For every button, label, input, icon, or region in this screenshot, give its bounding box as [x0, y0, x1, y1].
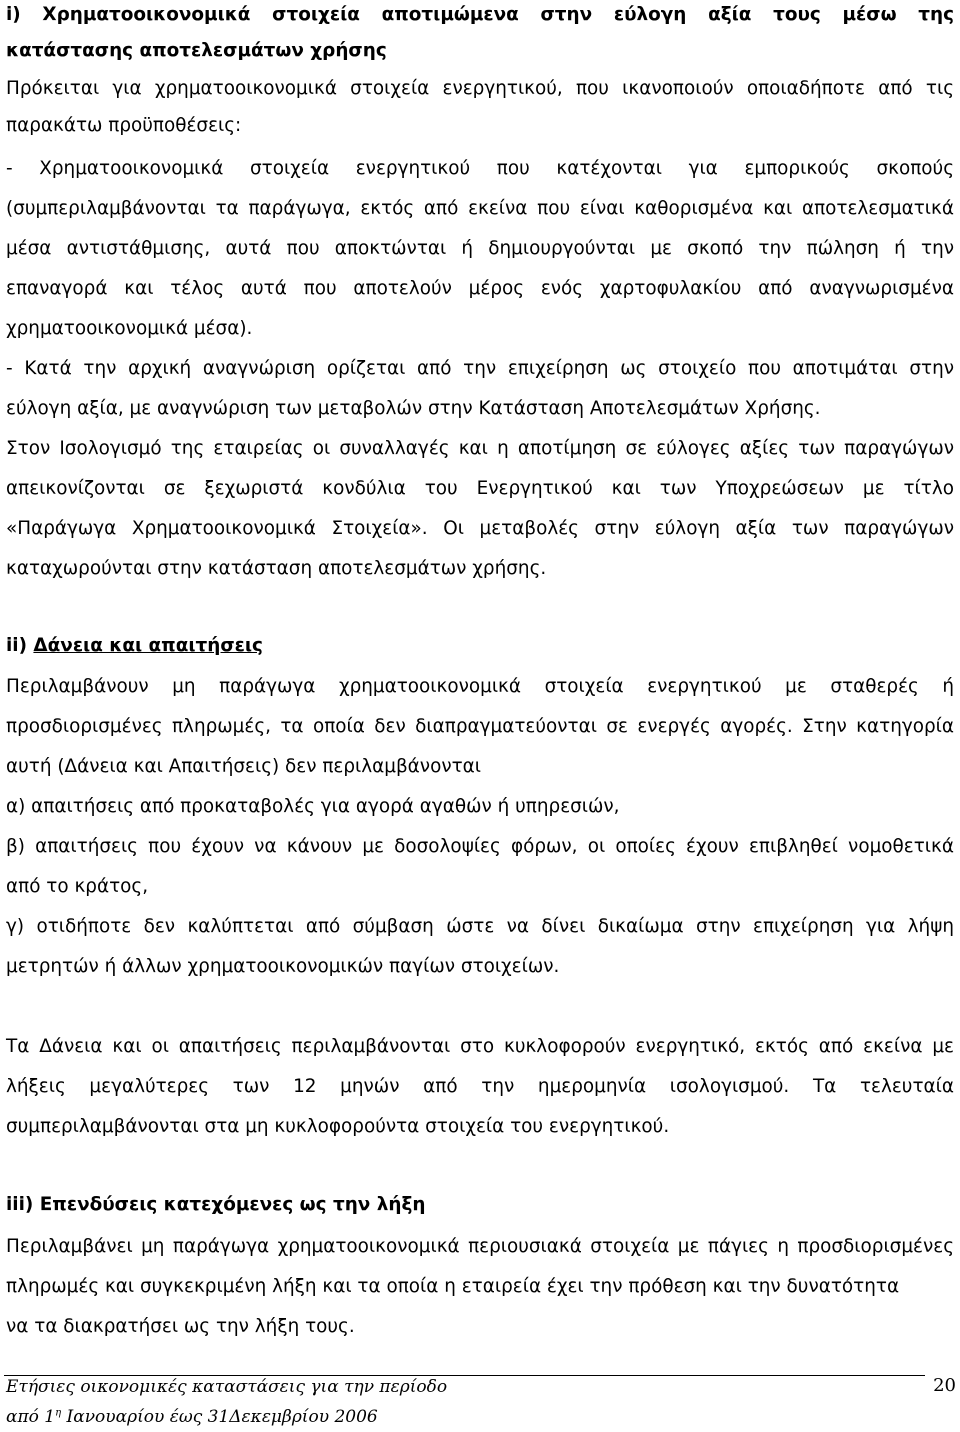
text-line: μετρητών ή άλλων χρηματοοικονομικών παγίων στοιχείων.	[6, 956, 560, 977]
text-line: Στον Ισολογισμό της εταιρείας οι συναλλαγές και η αποτίμηση σε εύλογες αξίες των παραγώγων	[6, 438, 954, 459]
text-line: συμπεριλαμβάνονται στα μη κυκλοφορούντα στοιχεία του ενεργητικού.	[6, 1116, 670, 1137]
text-line: α) απαιτήσεις από προκαταβολές για αγορά αγαθών ή υπηρεσιών,	[6, 796, 620, 817]
text-line: προσδιορισμένες πληρωμές, τα οποία δεν διαπραγματεύονται σε ενεργές αγορές. Στην κατηγορία	[6, 716, 954, 737]
text-line: β) απαιτήσεις που έχουν να κάνουν με δοσολοψίες φόρων, οι οποίες έχουν επιβληθεί νομοθετικά	[6, 836, 954, 857]
text-line: από το κράτος,	[6, 876, 149, 897]
text-line: (συμπεριλαμβάνονται τα παράγωγα, εκτός από εκείνα που είναι καθορισμένα και αποτελεσματικά	[6, 198, 954, 219]
section-heading: Δάνεια και απαιτήσεις	[33, 635, 263, 656]
text-line: μέσα αντιστάθμισης, αυτά που αποκτώνται ή δημιουργούνται με σκοπό την πώληση ή την	[6, 238, 954, 259]
text-line: - Χρηματοοικονομικά στοιχεία ενεργητικού που κατέχονται για εμπορικούς σκοπούς	[6, 158, 954, 179]
footer-period: από $1^\eta$ Ιανουαρίου έως 31Δεκεμβρίου 2006	[6, 1407, 378, 1427]
text-line: επαναγορά και τέλος αυτά που αποτελούν μέρος ενός χαρτοφυλακίου από αναγνωρισμένα	[6, 278, 954, 299]
text-line: λήξεις μεγαλύτερες των 12 μηνών από την ημερομηνία ισολογισμού. Τα τελευταία	[6, 1076, 954, 1097]
text-line: πληρωμές και συγκεκριμένη λήξη και τα οποία η εταιρεία έχει την πρόθεση και την δυνατότητα	[6, 1276, 900, 1297]
text-line: ii) Δάνεια και απαιτήσεις	[6, 635, 263, 656]
text-line: καταχωρούνται στην κατάσταση αποτελεσμάτων χρήσης.	[6, 558, 547, 579]
text-line: iii) Επενδύσεις κατεχόμενες ως την λήξη	[6, 1194, 426, 1215]
text-line: εύλογη αξία, με αναγνώριση των μεταβολών στην Κατάσταση Αποτελεσμάτων Χρήσης.	[6, 398, 821, 419]
text-line: Πρόκειται για χρηματοοικονομικά στοιχεία ενεργητικού, που ικανοποιούν οποιαδήποτε από τις	[6, 78, 954, 99]
text-line: Περιλαμβάνει μη παράγωγα χρηματοοικονομικά περιουσιακά στοιχεία με πάγιες η προσδιορισμένες	[6, 1236, 954, 1257]
text-line: να τα διακρατήσει ως την λήξη τους.	[6, 1316, 355, 1337]
text-line: κατάστασης αποτελεσμάτων χρήσης	[6, 40, 387, 61]
page-number: 20	[933, 1375, 956, 1396]
text-line: απεικονίζονται σε ξεχωριστά κονδύλια του Ενεργητικού και των Υποχρεώσεων με τίτλο	[6, 478, 954, 499]
text-line: - Κατά την αρχική αναγνώριση ορίζεται από την επιχείρηση ως στοιχείο που αποτιμάται στην	[6, 358, 954, 379]
text-line: παρακάτω προϋποθέσεις:	[6, 115, 242, 136]
text-line: «Παράγωγα Χρηματοοικονομικά Στοιχεία». Οι μεταβολές στην εύλογη αξία των παραγώγων	[6, 518, 954, 539]
text-line: χρηματοοικονομικά μέσα).	[6, 318, 253, 339]
footer-title: Ετήσιες οικονομικές καταστάσεις για την περίοδο	[6, 1377, 448, 1397]
text-line: γ) οτιδήποτε δεν καλύπτεται από σύμβαση ώστε να δίνει δικαίωμα στην επιχείρηση για λήψη	[6, 916, 954, 937]
text-line: Περιλαμβάνουν μη παράγωγα χρηματοοικονομικά στοιχεία ενεργητικού με σταθερές ή	[6, 676, 954, 697]
text-line: αυτή (Δάνεια και Απαιτήσεις) δεν περιλαμβάνονται	[6, 756, 482, 777]
footer-divider	[4, 1375, 925, 1376]
text-line: Τα Δάνεια και οι απαιτήσεις περιλαμβάνονται στο κυκλοφορούν ενεργητικό, εκτός από εκείνα με	[6, 1036, 954, 1057]
text-line: i) Χρηματοοικονομικά στοιχεία αποτιμώμενα στην εύλογη αξία τους μέσω της	[6, 4, 954, 25]
